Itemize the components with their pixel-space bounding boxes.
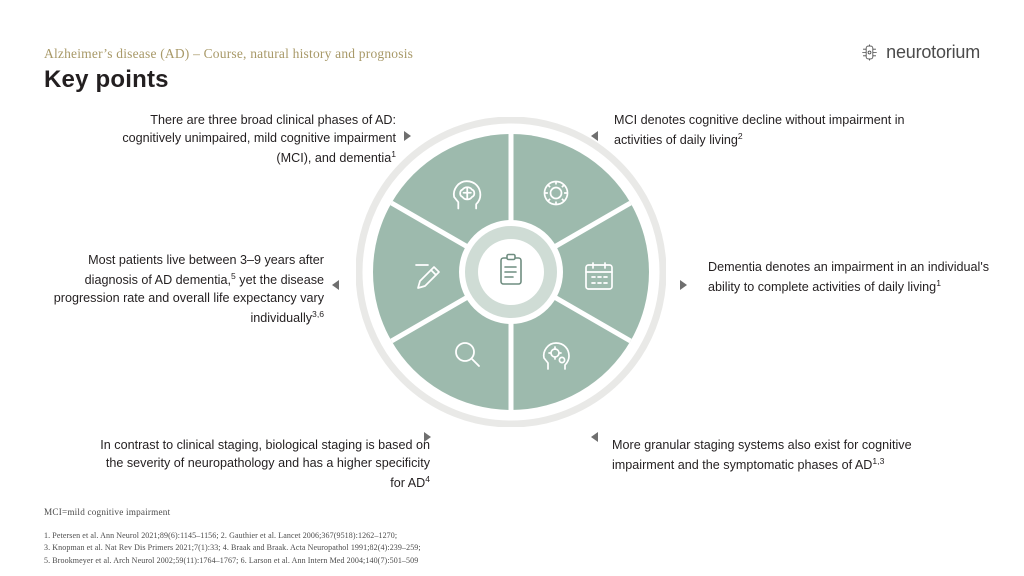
callout-middle-left-ref-b: 3,6 (312, 308, 324, 319)
callout-bottom-left (92, 437, 430, 493)
callout-top-left-text: There are three broad clinical phases of AD: cognitively unimpaired, mild cognitive impairment (MCI), and dementia (122, 113, 396, 165)
callout-bottom-left-ref: 4 (425, 473, 430, 484)
callout-middle-right-ref: 1 (936, 277, 941, 288)
callout-middle-left-text-b: yet the disease progression rate and overall life expectancy vary individually (53, 273, 324, 325)
slide-eyebrow: Alzheimer’s disease (AD) – Course, natural history and prognosis (44, 46, 414, 61)
arrow-middle-left (332, 280, 339, 290)
callout-top-right (614, 112, 924, 150)
reference-list (44, 530, 421, 567)
callout-top-left (96, 112, 396, 168)
abbreviation-note: MCI=mild cognitive impairment (44, 507, 171, 517)
six-segment-wheel (356, 117, 666, 427)
callout-bottom-left-text: In contrast to clinical staging, biological staging is based on the severity of neuropathology and has a higher specificity for AD (100, 438, 430, 490)
callout-top-right-text: MCI denotes cognitive decline without impairment in activities of daily living (614, 113, 905, 148)
callout-bottom-right-text: More granular staging systems also exist for cognitive impairment and the symptomatic phases of AD (612, 438, 912, 473)
arrow-bottom-right (591, 432, 598, 442)
arrow-top-left (404, 131, 411, 141)
arrow-middle-right (680, 280, 687, 290)
callout-middle-left-text-a: Most patients live between 3–9 years after diagnosis of AD dementia, (84, 253, 324, 288)
brand-logo (860, 42, 980, 63)
callout-middle-left-ref-a: 5 (231, 270, 236, 281)
reference-line-3: 5. Brookmeyer et al. Arch Neurol 2002;59(11):1764–1767; 6. Larson et al. Ann Intern Med 2004;140(7):501–509 (44, 555, 419, 565)
reference-line-2: 3. Knopman et al. Nat Rev Dis Primers 2021;7(1):33; 4. Braak and Braak. Acta Neuropathol 1991;82(4):239–259; (44, 543, 421, 553)
callout-middle-right-text: Dementia denotes an impairment in an individual's ability to complete activities of daily living (708, 260, 990, 295)
callout-middle-left (38, 252, 324, 328)
callout-middle-right (708, 259, 990, 297)
callout-top-right-ref: 2 (737, 130, 743, 141)
callout-bottom-right-ref: 1,3 (872, 455, 885, 466)
callout-bottom-right (612, 437, 964, 475)
arrow-top-right (591, 131, 598, 141)
page-title: Key points (44, 66, 169, 93)
reference-line-1: 1. Petersen et al. Ann Neurol 2021;89(6):1145–1156; 2. Gauthier et al. Lancet 2006;367(9518):1262–1270; (44, 531, 398, 540)
callout-top-left-ref: 1 (391, 148, 396, 159)
neurotorium-logo-icon (860, 43, 879, 62)
brand-name: neurotorium (886, 42, 980, 62)
